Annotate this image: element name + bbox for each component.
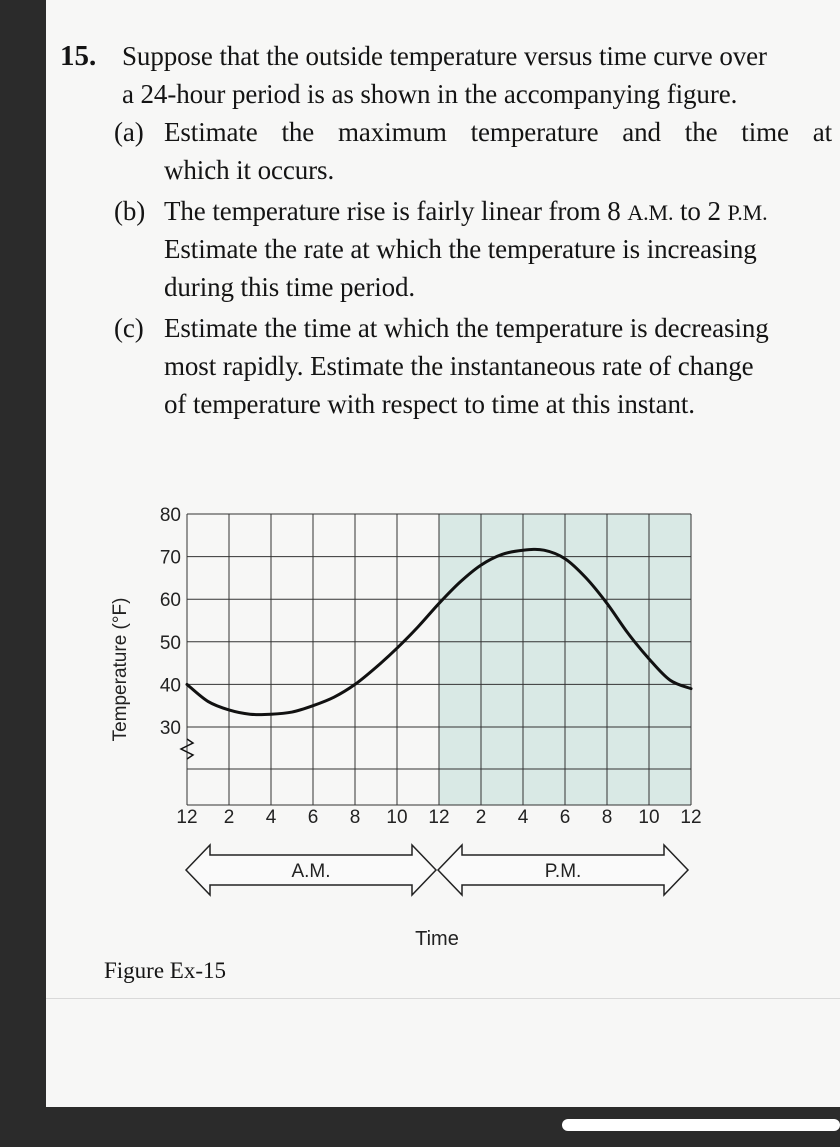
part-a-line-1: Estimate the maximum temperature and the time at [164,117,832,147]
part-c-line-2: most rapidly. Estimate the instantaneous rate of change [164,351,754,381]
x-axis-label: Time [415,928,459,950]
y-tick-label: 60 [159,590,181,612]
part-c-line-1: Estimate the time at which the temperature is decreasing [164,313,769,343]
x-tick-label: 12 [428,807,450,828]
intro-line-2: a 24-hour period is as shown in the accompanying figure. [122,79,738,109]
pm-arrow-label: P.M. [544,861,582,882]
y-axis-label: Temperature (°F) [110,597,131,742]
part-a-label: (a) [114,117,144,147]
part-b-line-3: during this time period. [164,272,416,302]
part-c-label: (c) [114,313,144,343]
figure-caption: Figure Ex-15 [104,958,227,983]
x-tick-label: 6 [307,807,319,828]
y-tick-label: 30 [159,718,181,739]
part-b-line-1: The temperature rise is fairly linear from 8 A.M. to 2 P.M. [164,196,768,226]
x-tick-label: 4 [265,807,277,828]
part-c-line-3: of temperature with respect to time at this instant. [164,389,695,419]
y-tick-label: 50 [159,632,181,654]
problem-number: 15. [60,40,97,72]
x-tick-label: 8 [349,807,361,828]
x-tick-label: 10 [386,807,408,828]
y-tick-label: 80 [159,505,181,526]
x-tick-label: 8 [601,807,613,828]
home-indicator[interactable] [562,1119,840,1131]
x-tick-label: 4 [517,807,529,828]
intro-line-1: Suppose that the outside temperature versus time curve over [122,41,767,71]
am-arrow-label: A.M. [291,861,331,882]
temperature-chart [46,490,840,970]
x-tick-label: 10 [638,807,660,828]
part-b-label: (b) [114,196,146,226]
y-tick-label: 40 [159,675,181,697]
x-tick-label: 2 [223,807,235,828]
textbook-page [46,0,840,1107]
x-tick-label: 6 [559,807,571,828]
y-tick-label: 70 [159,547,181,569]
part-a-line-2: which it occurs. [164,155,335,185]
x-tick-label: 12 [680,807,702,828]
x-tick-label: 12 [176,807,198,828]
x-tick-label: 2 [475,807,487,828]
page-divider [46,998,840,999]
part-b-line-2: Estimate the rate at which the temperature is increasing [164,234,757,264]
